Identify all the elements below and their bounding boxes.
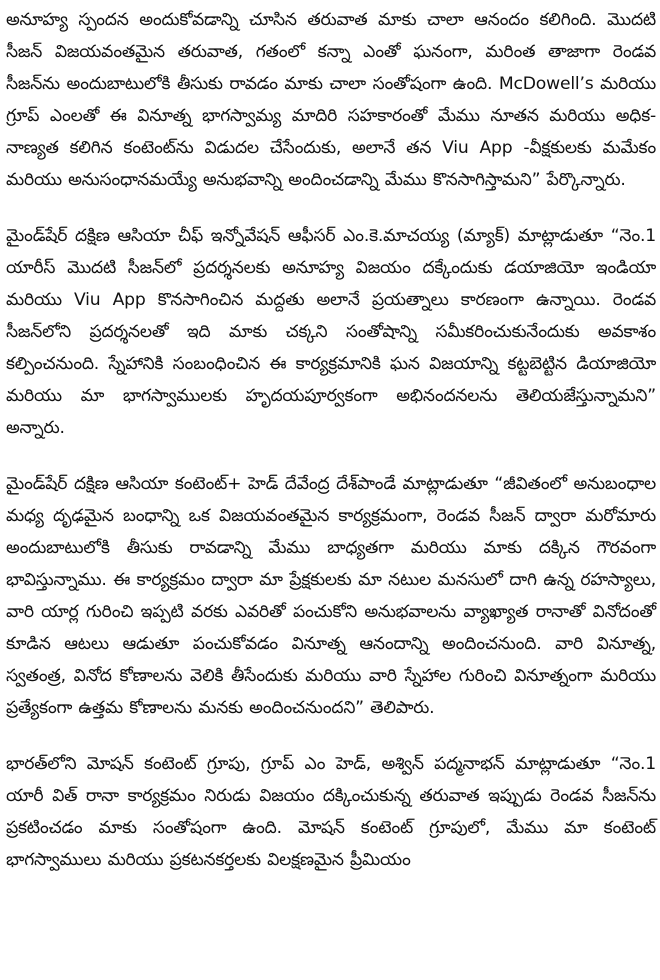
article-paragraph-4: భారత్‌లోని మోషన్ కంటెంట్ గ్రూపు, గ్రూప్ ఎం హెడ్, అశ్విన్ పద్మనాభన్ మాట్లాడుతూ “నెం.1 యారీ విత్ రానా కార్యక్రమం నిరుడు విజయం దక్కించుకున్న తరువాత ఇప్పుడు రెండవ సీజన్‌ను ప్రకటించడం మాకు సంతోషంగా ఉంది. మోషన్ కంటెంట్ గ్రూపులో, మేము మా కంటెంట్ భాగస్వాములు మరియు ప్రకటనకర్తలకు విలక్షణమైన ప్రీమియం [6, 754, 656, 870]
article-paragraph-1: అనూహ్య స్పందన అందుకోవడాన్ని చూసిన తరువాత మాకు చాలా ఆనందం కలిగింది. మొదటి సీజన్ విజయవంతమైన తరువాత, గతంలో కన్నా ఎంతో ఘనంగా, మరింత తాజాగా రెండవ సీజన్‌ను అందుబాటులోకి తీసుకు రావడం మాకు చాలా సంతోషంగా ఉంది. McDowell’s మరియు గ్రూప్ ఎంలతో ఈ వినూత్న భాగస్వామ్య మాదిరి సహకారంతో మేము నూతన మరియు అధిక- నాణ్యత కలిగిన కంటెంట్‌ను విడుదల చేసేందుకు, అలానే తన Viu App -వీక్షకులకు మమేకం మరియు అనుసంధానమయ్యే అనుభవాన్ని అందించడాన్ని మేము కొనసాగిస్తామని” పేర్కొన్నారు. [6, 10, 656, 190]
article-paragraph-2: మైండ్‌షేర్ దక్షిణ ఆసియా చీఫ్ ఇన్నోవేషన్ ఆఫీసర్ ఎం.కె.మాచయ్య (మ్యాక్) మాట్లాడుతూ “నెం.1 యారీస్ మొదటి సీజన్‌లో ప్రదర్శనలకు అనూహ్య విజయం దక్కేందుకు డయాజియో ఇండియా మరియు Viu App కొనసాగించిన మద్దతు అలానే ప్రయత్నాలు కారణంగా ఉన్నాయి. రెండవ సీజన్‌లోని ప్రదర్శనలతో ఇది మాకు చక్కని సంతోషాన్ని సమీకరించుకునేందుకు అవకాశం కల్పించనుంది. స్నేహానికి సంబంధించిన ఈ కార్యక్రమానికి ఘన విజయాన్ని కట్టబెట్టిన డియాజియో మరియు మా భాగస్వాములకు హృదయపూర్వకంగా అభినందనలను తెలియజేస్తున్నామని” అన్నారు. [6, 226, 656, 438]
article-paragraph-3: మైండ్‌షేర్ దక్షిణ ఆసియా కంటెంట్+ హెడ్ దేవేంద్ర దేశ్‌పాండే మాట్లాడుతూ “జీవితంలో అనుబంధాల మధ్య దృఢమైన బంధాన్ని ఒక విజయవంతమైన కార్యక్రమంగా, రెండవ సీజన్ ద్వారా మరోమారు అందుబాటులోకి తీసుకు రావడాన్ని మేము బాధ్యతగా మరియు మాకు దక్కిన గౌరవంగా భావిస్తున్నాము. ఈ కార్యక్రమం ద్వారా మా ప్రేక్షకులకు మా నటుల మనసులో దాగి ఉన్న రహస్యాలు, వారి యార్ల గురించి ఇప్పటి వరకు ఎవరితో పంచుకోని అనుభవాలను వ్యాఖ్యాత రానాతో వినోదంతో కూడిన ఆటలు ఆడుతూ పంచుకోవడం వినూత్న ఆనందాన్ని అందించనుంది. వారి వినూత్న, స్వతంత్ర, వినోద కోణాలను వెలికి తీసేందుకు మరియు వారి స్నేహాల గురించి వినూత్నంగా మరియు ప్రత్యేకంగా ఉత్తమ కోణాలను మనకు అందించనుందని” తెలిపారు. [6, 474, 656, 718]
